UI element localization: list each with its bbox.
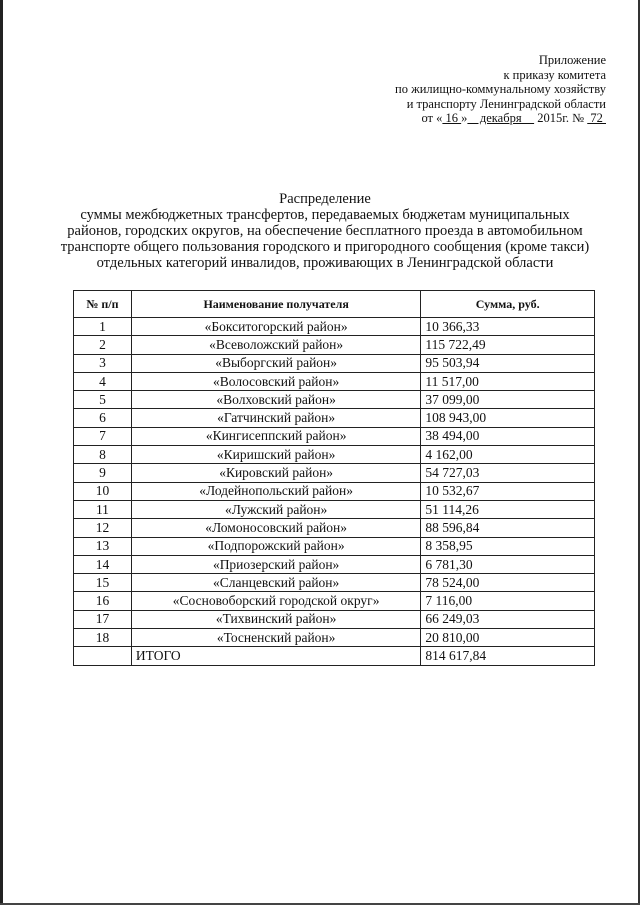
table-row: [74, 446, 595, 464]
amount: 10 366,33: [421, 318, 595, 336]
scan-edge-left: [0, 0, 3, 905]
table-row: [74, 574, 595, 592]
recipient-name: «Киришский район»: [131, 446, 420, 464]
total-sum: 814 617,84: [421, 647, 595, 665]
row-number: 5: [74, 391, 132, 409]
row-number: 17: [74, 610, 132, 628]
amount: 115 722,49: [421, 336, 595, 354]
table-row: [74, 610, 595, 628]
total-label: ИТОГО: [131, 647, 420, 665]
date-year: 2015г. №: [534, 111, 588, 125]
recipient-name: «Бокситогорский район»: [131, 318, 420, 336]
order-month: декабря: [467, 111, 535, 125]
header-name: Наименование получателя: [131, 291, 420, 318]
amount: 54 727,03: [421, 464, 595, 482]
distribution-table: [73, 290, 595, 666]
recipient-name: «Ломоносовский район»: [131, 519, 420, 537]
table-row: [74, 372, 595, 390]
row-number: 11: [74, 500, 132, 518]
amount: 7 116,00: [421, 592, 595, 610]
table-body: [74, 318, 595, 647]
document-title: [60, 191, 590, 271]
recipient-name: «Лужский район»: [131, 500, 420, 518]
row-number: 2: [74, 336, 132, 354]
row-number: 10: [74, 482, 132, 500]
table-header-row: [74, 291, 595, 318]
date-prefix: от «: [421, 111, 443, 125]
recipient-name: «Приозерский район»: [131, 555, 420, 573]
row-number: 16: [74, 592, 132, 610]
recipient-name: «Гатчинский район»: [131, 409, 420, 427]
total-empty-cell: [74, 647, 132, 665]
title-body: суммы межбюджетных трансфертов, передаваемых бюджетам муниципальных районов, городских округов, на обеспечение бесплатного проезда в автомобильном транспорте общего пользования городского и пригородного сообщения (кроме такси) отдельных категорий инвалидов, проживающих в Ленинградской области: [60, 207, 590, 271]
row-number: 7: [74, 427, 132, 445]
recipient-name: «Волховский район»: [131, 391, 420, 409]
amount: 11 517,00: [421, 372, 595, 390]
row-number: 13: [74, 537, 132, 555]
row-number: 3: [74, 354, 132, 372]
table-row: [74, 318, 595, 336]
row-number: 12: [74, 519, 132, 537]
recipient-name: «Волосовский район»: [131, 372, 420, 390]
amount: 20 810,00: [421, 629, 595, 647]
table-row: [74, 500, 595, 518]
committee-name-line2: и транспорту Ленинградской области: [406, 96, 606, 111]
date-quote: »: [461, 111, 468, 125]
title-heading: Распределение: [279, 191, 371, 207]
recipient-name: «Всеволожский район»: [131, 336, 420, 354]
header-sum: Сумма, руб.: [421, 291, 595, 318]
table-row: [74, 336, 595, 354]
order-appendix-header: [395, 53, 606, 126]
table-row: [74, 629, 595, 647]
amount: 38 494,00: [421, 427, 595, 445]
committee-name-line1: по жилищно-коммунальному хозяйству: [395, 82, 606, 96]
amount: 6 781,30: [421, 555, 595, 573]
appendix-label: Приложение: [538, 53, 606, 67]
recipient-name: «Тихвинский район»: [131, 610, 420, 628]
order-number: 72: [587, 111, 606, 125]
order-reference: к приказу комитета: [503, 67, 606, 82]
row-number: 14: [74, 555, 132, 573]
recipient-name: «Выборгский район»: [131, 354, 420, 372]
recipient-name: «Тосненский район»: [131, 629, 420, 647]
amount: 4 162,00: [421, 446, 595, 464]
amount: 51 114,26: [421, 500, 595, 518]
amount: 66 249,03: [421, 610, 595, 628]
amount: 95 503,94: [421, 354, 595, 372]
table-row: [74, 537, 595, 555]
row-number: 6: [74, 409, 132, 427]
table-row: [74, 482, 595, 500]
header-num: № п/п: [74, 291, 132, 318]
amount: 8 358,95: [421, 537, 595, 555]
recipient-name: «Кировский район»: [131, 464, 420, 482]
recipient-name: «Лодейнопольский район»: [131, 482, 420, 500]
amount: 37 099,00: [421, 391, 595, 409]
row-number: 15: [74, 574, 132, 592]
row-number: 4: [74, 372, 132, 390]
table-row: [74, 427, 595, 445]
amount: 78 524,00: [421, 574, 595, 592]
recipient-name: «Сланцевский район»: [131, 574, 420, 592]
table-row: [74, 391, 595, 409]
recipient-name: «Кингисеппский район»: [131, 427, 420, 445]
table-row: [74, 409, 595, 427]
amount: 88 596,84: [421, 519, 595, 537]
table-row: [74, 464, 595, 482]
table-row: [74, 555, 595, 573]
total-row: [74, 647, 595, 665]
recipient-name: «Подпорожский район»: [131, 537, 420, 555]
recipient-name: «Сосновоборский городской округ»: [131, 592, 420, 610]
table-row: [74, 592, 595, 610]
table-row: [74, 519, 595, 537]
row-number: 18: [74, 629, 132, 647]
amount: 108 943,00: [421, 409, 595, 427]
order-date-number: [395, 111, 606, 126]
table-row: [74, 354, 595, 372]
row-number: 1: [74, 318, 132, 336]
order-day: 16: [442, 111, 462, 125]
row-number: 9: [74, 464, 132, 482]
amount: 10 532,67: [421, 482, 595, 500]
row-number: 8: [74, 446, 132, 464]
